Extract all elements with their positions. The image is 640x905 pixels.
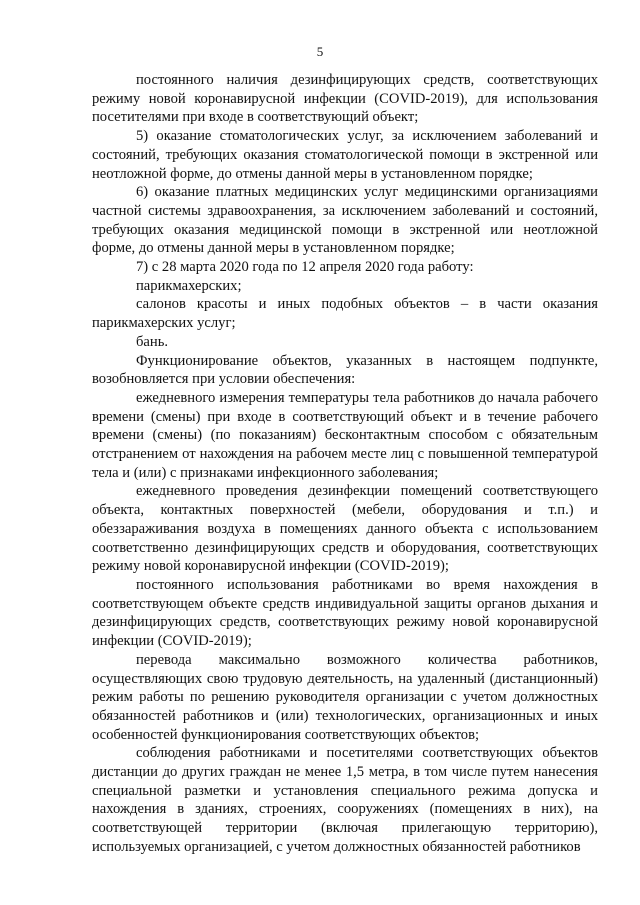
document-body [92, 71, 598, 857]
paragraph: Функционирование объектов, указанных в настоящем подпункте, возобновляется при условии обеспечения: [92, 352, 598, 388]
paragraph: салонов красоты и иных подобных объектов – в части оказания парикмахерских услуг; [92, 296, 598, 332]
paragraph: постоянного использования работниками во время нахождения в соответствующем объекте средств индивидуальной защиты органов дыхания и дезинфицирующих средств, соответствующих режиму новой коронавирусной инфекции (COVID-2019); [92, 576, 598, 650]
paragraph: ежедневного измерения температуры тела работников до начала рабочего времени (смены) при входе в соответствующий объект и в течение рабочего времени (смены) (по показаниям) бесконтактным способом с обязательным отстранением от нахождения на рабочем месте лиц с повышенной температурой тела и (или) с признаками инфекционного заболевания; [92, 389, 598, 481]
paragraph: ежедневного проведения дезинфекции помещений соответствующего объекта, контактных поверхностей (мебели, оборудования и т.п.) и обеззараживания воздуха в помещениях данного объекта с использованием соответственно дезинфицирующих средств и оборудования, соответствующих режиму новой коронавирусной инфекции (COVID-2019); [92, 483, 598, 575]
page-number: 5 [316, 44, 324, 59]
paragraph: парикмахерских; [136, 277, 242, 294]
paragraph: постоянного наличия дезинфицирующих средств, соответствующих режиму новой коронавирусной инфекции (COVID-2019), для использования посетителями при входе в соответствующий объект; [92, 72, 598, 126]
paragraph: 5) оказание стоматологических услуг, за исключением заболеваний и состояний, требующих оказания стоматологической помощи в экстренной или неотложной форме, до отмены данной меры в установленном порядке; [92, 128, 598, 182]
paragraph: 6) оказание платных медицинских услуг медицинскими организациями частной системы здравоохранения, за исключением заболеваний и состояний, требующих оказания медицинской помощи в экстренной или неотложной форме, до отмены данной меры в установленном порядке; [92, 184, 598, 257]
paragraph: бань. [136, 333, 169, 350]
paragraph: 7) с 28 марта 2020 года по 12 апреля 2020 года работу: [136, 259, 474, 276]
paragraph: перевода максимально возможного количества работников, осуществляющих свою трудовую деятельность, на удаленный (дистанционный) режим работы по решению руководителя организации с учетом должностных обязанностей работников и (или) технологических, организационных и иных особенностей функционирования соответствующих объектов; [92, 651, 598, 743]
paragraph: соблюдения работниками и посетителями соответствующих объектов дистанции до других граждан не менее 1,5 метра, в том числе путем нанесения специальной разметки и установления специального режима допуска и нахождения в зданиях, строениях, сооружениях (помещениях в них), на соответствующей территории (включая прилегающую территорию), используемых организацией, с учетом должностных обязанностей работников [92, 745, 598, 855]
